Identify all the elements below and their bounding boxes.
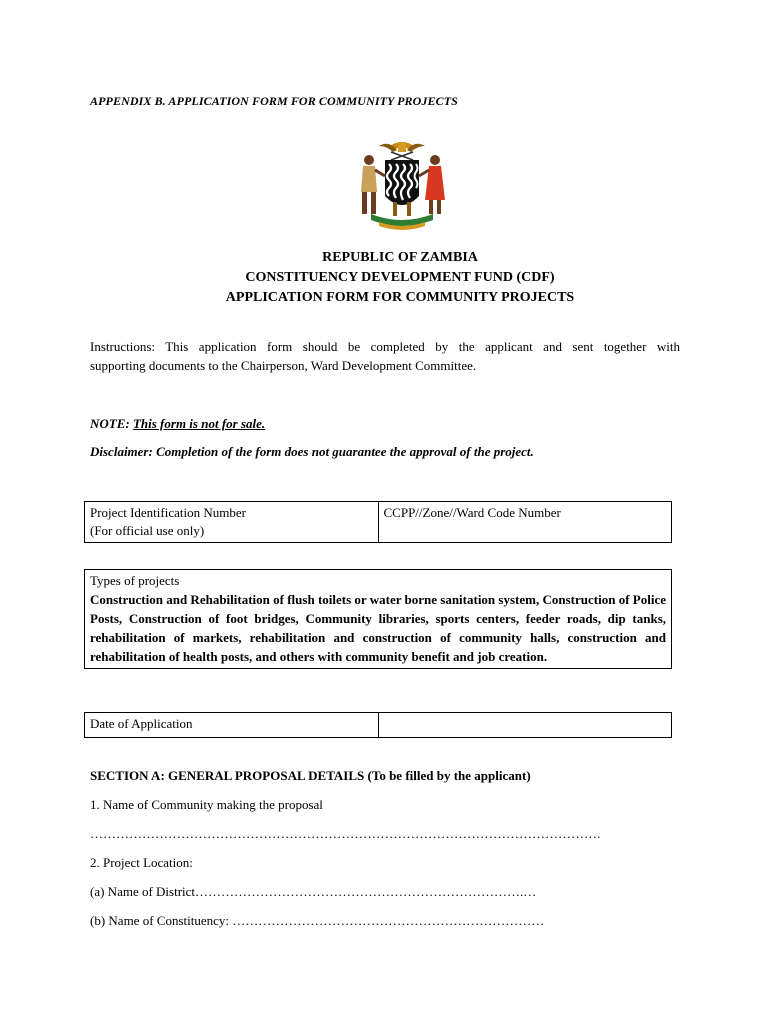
project-id-cell[interactable] [85,502,379,543]
types-label: Types of projects [90,573,180,588]
community-name-field[interactable]: ………………………………………………………………………………………………………. [90,826,601,841]
types-of-projects-table [84,569,672,669]
title-fund: CONSTITUENCY DEVELOPMENT FUND (CDF) [245,270,555,285]
date-label: Date of Application [90,716,193,731]
types-of-projects-cell [85,570,672,669]
types-description: Construction and Rehabilitation of flush toilets or water borne sanitation system, Construction of Police Posts, Construction of foot bridges, Community libraries, sports centers, feeder roads, dip tanks, rehabilitation of markets, rehabilitation and construction of community halls, construction and rehabilitation of health posts, and others with community benefit and job creation. [90,592,666,664]
form-titles [85,248,715,308]
title-republic: REPUBLIC OF ZAMBIA [322,250,478,265]
project-id-sublabel: (For official use only) [90,523,205,538]
date-label-cell [85,713,379,738]
title-form: APPLICATION FORM FOR COMMUNITY PROJECTS [225,290,575,305]
instructions-line-1: Instructions: This application form should be completed by the applicant and sent together with [90,339,680,354]
constituency-name-field[interactable]: (b) Name of Constituency: ……………………………………………………………… [90,913,545,928]
date-input-cell[interactable] [378,713,672,738]
question-2-label: 2. Project Location: [90,855,193,870]
note-line [90,416,265,432]
district-name-field[interactable]: (a) Name of District………………………………………………………………….… [90,884,537,899]
section-a-heading: SECTION A: GENERAL PROPOSAL DETAILS (To be filled by the applicant) [90,768,531,783]
project-id-label: Project Identification Number [90,505,246,520]
ward-code-cell[interactable] [378,502,672,543]
date-of-application-table [84,712,672,738]
note-prefix: NOTE: [90,416,133,431]
question-1-label: 1. Name of Community making the proposal [90,797,323,812]
project-id-table [84,501,672,543]
instructions-paragraph [90,338,680,375]
ward-code-label: CCPP//Zone//Ward Code Number [383,505,561,520]
note-text: This form is not for sale. [132,416,266,431]
instructions-line-2: supporting documents to the Chairperson, Ward Development Committee. [90,357,477,373]
appendix-heading: APPENDIX B. APPLICATION FORM FOR COMMUNITY PROJECTS [90,94,458,108]
coat-of-arms-emblem [349,134,455,234]
disclaimer-line: Disclaimer: Completion of the form does not guarantee the approval of the project. [90,444,534,459]
